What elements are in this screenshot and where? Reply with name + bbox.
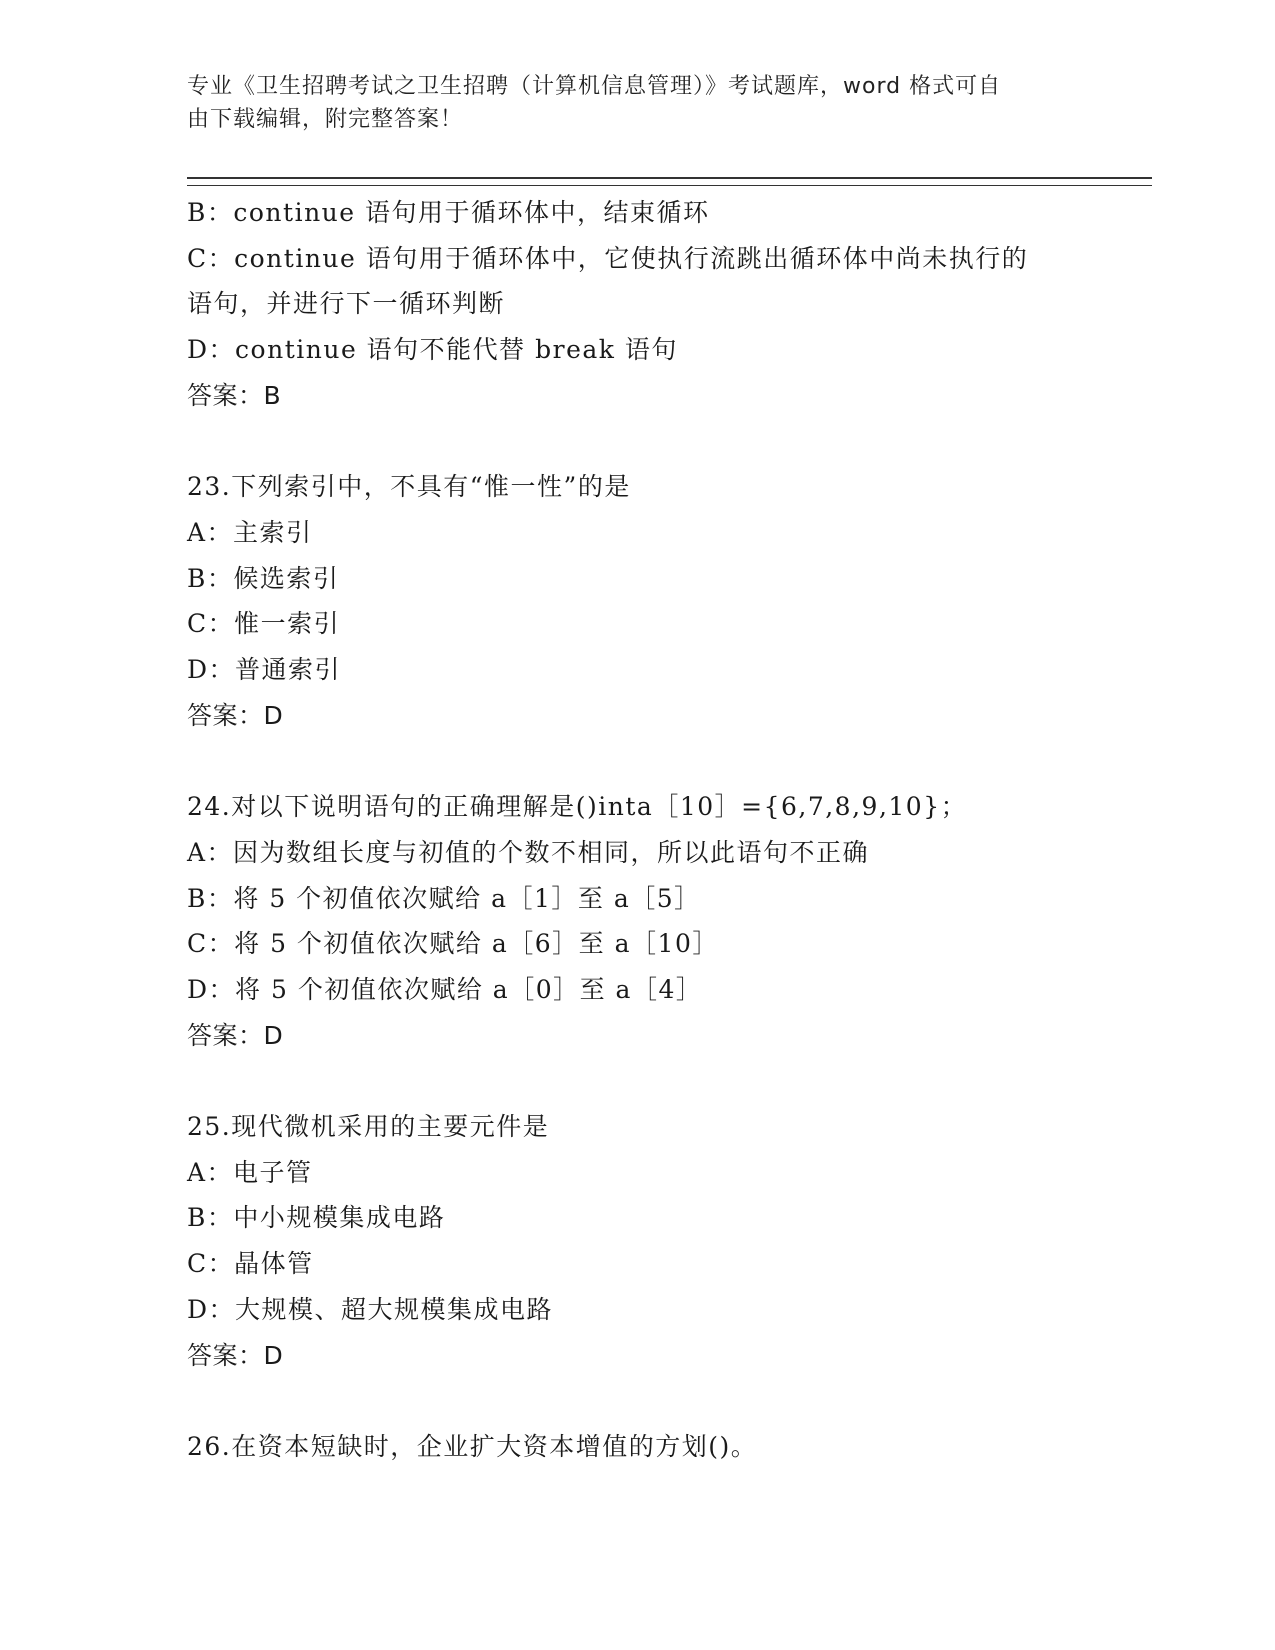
header-line-1: 专业《卫生招聘考试之卫生招聘（计算机信息管理）》考试题库，word 格式可自 bbox=[187, 74, 1002, 99]
answer: 答案：D bbox=[187, 1020, 284, 1050]
option-c: C：将 5 个初值依次赋给 a［6］至 a［10］ bbox=[187, 929, 719, 959]
option-d: D：将 5 个初值依次赋给 a［0］至 a［4］ bbox=[187, 974, 703, 1004]
option-b: B：候选索引 bbox=[187, 563, 340, 593]
option-c: C：晶体管 bbox=[187, 1249, 314, 1279]
spacer bbox=[187, 419, 1147, 465]
question-22-continued bbox=[187, 190, 1147, 419]
question-stem: 24.对以下说明语句的正确理解是()inta［10］={6,7,8,9,10}； bbox=[187, 792, 968, 822]
header-divider bbox=[187, 177, 1152, 186]
question-26 bbox=[187, 1424, 1147, 1470]
option-b: B：将 5 个初值依次赋给 a［1］至 a［5］ bbox=[187, 883, 701, 913]
spacer bbox=[187, 1378, 1147, 1424]
document-header bbox=[187, 70, 1067, 136]
option-a: A：主索引 bbox=[187, 517, 313, 547]
question-stem: 23.下列索引中，不具有“惟一性”的是 bbox=[187, 472, 631, 502]
header-line-2: 由下载编辑，附完整答案！ bbox=[187, 107, 464, 132]
question-stem: 26.在资本短缺时，企业扩大资本增值的方划()。 bbox=[187, 1431, 758, 1461]
question-25 bbox=[187, 1104, 1147, 1378]
spacer bbox=[187, 1058, 1147, 1104]
answer: 答案：D bbox=[187, 700, 284, 730]
option-c: C：continue 语句用于循环体中，它使执行流跳出循环体中尚未执行的 bbox=[187, 243, 1029, 273]
answer: 答案：B bbox=[187, 380, 282, 410]
question-stem: 25.现代微机采用的主要元件是 bbox=[187, 1112, 550, 1142]
option-c-continued: 语句，并进行下一循环判断 bbox=[187, 289, 506, 319]
option-d: D：continue 语句不能代替 break 语句 bbox=[187, 335, 678, 365]
question-list bbox=[187, 190, 1147, 1470]
option-c: C：惟一索引 bbox=[187, 609, 341, 639]
option-a: A：电子管 bbox=[187, 1157, 313, 1187]
spacer bbox=[187, 738, 1147, 784]
option-a: A：因为数组长度与初值的个数不相同，所以此语句不正确 bbox=[187, 837, 870, 867]
question-24 bbox=[187, 784, 1147, 1058]
option-b: B：中小规模集成电路 bbox=[187, 1203, 446, 1233]
answer: 答案：D bbox=[187, 1340, 284, 1370]
option-d: D：大规模、超大规模集成电路 bbox=[187, 1294, 554, 1324]
option-d: D：普通索引 bbox=[187, 655, 342, 685]
question-23 bbox=[187, 464, 1147, 738]
option-b: B：continue 语句用于循环体中，结束循环 bbox=[187, 198, 710, 227]
